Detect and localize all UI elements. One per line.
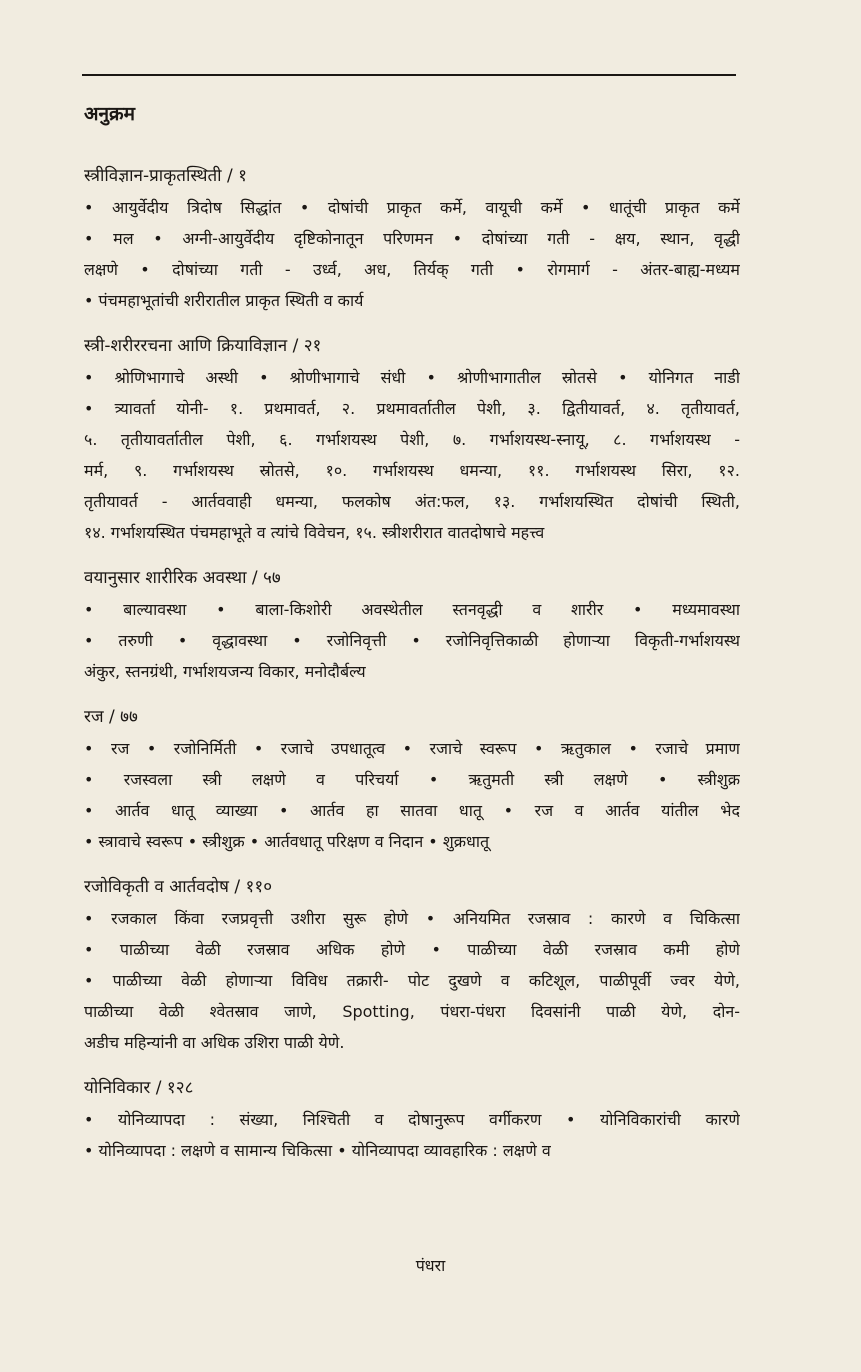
- toc-line: • मल • अग्नी-आयुर्वेदीय दृष्टिकोनातून परिणमन • दोषांच्या गती - क्षय, स्थान, वृद्धी: [84, 229, 740, 248]
- toc-section: [84, 871, 740, 1058]
- section-title: स्त्रीविज्ञान-प्राकृतस्थिती / १: [84, 166, 247, 186]
- toc-line: • आर्तव धातू व्याख्या • आर्तव हा सातवा धातू • रज व आर्तव यांतील भेद: [84, 801, 740, 820]
- section-title: रजोविकृती व आर्तवदोष / ११०: [84, 877, 273, 897]
- toc-line: • श्रोणिभागाचे अस्थी • श्रोणीभागाचे संधी • श्रोणीभागातील स्रोतसे • योनिगत नाडी: [84, 368, 740, 387]
- toc-line: • पंचमहाभूतांची शरीरातील प्राकृत स्थिती व कार्य: [84, 291, 364, 310]
- section-title: स्त्री-शरीररचना आणि क्रियाविज्ञान / २१: [84, 336, 322, 356]
- toc-line: • रजस्वला स्त्री लक्षणे व परिचर्या • ऋतुमती स्त्री लक्षणे • स्त्रीशुक्र: [84, 770, 740, 789]
- toc-line: • पाळीच्या वेळी रजस्राव अधिक होणे • पाळीच्या वेळी रजस्राव कमी होणे: [84, 940, 740, 959]
- toc-line: • बाल्यावस्था • बाला-किशोरी अवस्थेतील स्तनवृद्धी व शारीर • मध्यमावस्था: [84, 600, 740, 619]
- toc-section: [84, 160, 740, 316]
- toc-line: • आयुर्वेदीय त्रिदोष सिद्धांत • दोषांची प्राकृत कर्मे, वायूची कर्मे • धातूंची प्राकृत कर्मे: [84, 198, 740, 217]
- page-number: पंधरा: [415, 1256, 446, 1275]
- top-rule: [82, 74, 736, 76]
- toc-line: • तरुणी • वृद्धावस्था • रजोनिवृत्ती • रजोनिवृत्तिकाळी होणाऱ्या विकृती-गर्भाशयस्थ: [84, 631, 740, 650]
- toc-line: पाळीच्या वेळी श्वेतस्राव जाणे, Spotting, पंधरा-पंधरा दिवसांनी पाळी येणे, दोन-: [84, 1002, 740, 1021]
- toc-section: [84, 1072, 740, 1166]
- toc-line: ५. तृतीयावर्तातील पेशी, ६. गर्भाशयस्थ पेशी, ७. गर्भाशयस्थ-स्नायू, ८. गर्भाशयस्थ -: [84, 430, 740, 449]
- toc-line: • योनिव्यापदा : संख्या, निश्चिती व दोषानुरूप वर्गीकरण • योनिविकारांची कारणे: [84, 1110, 740, 1129]
- toc-line: अडीच महिन्यांनी वा अधिक उशिरा पाळी येणे.: [84, 1033, 345, 1052]
- toc-line: अंकुर, स्तनग्रंथी, गर्भाशयजन्य विकार, मनोदौर्बल्य: [84, 662, 366, 681]
- page-heading: अनुक्रम: [84, 103, 136, 125]
- toc-line: मर्म, ९. गर्भाशयस्थ स्रोतसे, १०. गर्भाशयस्थ धमन्या, ११. गर्भाशयस्थ सिरा, १२.: [84, 461, 740, 480]
- toc-line: १४. गर्भाशयस्थित पंचमहाभूते व त्यांचे विवेचन, १५. स्त्रीशरीरात वातदोषाचे महत्त्व: [84, 523, 545, 542]
- section-title: रज / ७७: [84, 707, 138, 727]
- toc-line: • रजकाल किंवा रजप्रवृत्ती उशीरा सुरू होणे • अनियमित रजस्राव : कारणे व चिकित्सा: [84, 909, 740, 928]
- toc-section: [84, 562, 740, 687]
- table-of-contents: [84, 160, 740, 1180]
- toc-line: • रज • रजोनिर्मिती • रजाचे उपधातूत्व • रजाचे स्वरूप • ऋतुकाल • रजाचे प्रमाण: [84, 739, 740, 758]
- toc-line: • पाळीच्या वेळी होणाऱ्या विविध तक्रारी- पोट दुखणे व कटिशूल, पाळीपूर्वी ज्वर येणे,: [84, 971, 740, 990]
- toc-section: [84, 330, 740, 548]
- toc-line: तृतीयावर्त - आर्तववाही धमन्या, फलकोष अंत:फल, १३. गर्भाशयस्थित दोषांची स्थिती,: [84, 492, 740, 511]
- section-title: योनिविकार / १२८: [84, 1078, 194, 1098]
- section-title: वयानुसार शारीरिक अवस्था / ५७: [84, 568, 281, 588]
- toc-line: लक्षणे • दोषांच्या गती - उर्ध्व, अध, तिर्यक् गती • रोगमार्ग - अंतर-बाह्य-मध्यम: [84, 260, 740, 279]
- toc-line: • योनिव्यापदा : लक्षणे व सामान्य चिकित्सा • योनिव्यापदा व्यावहारिक : लक्षणे व: [84, 1141, 551, 1160]
- toc-line: • स्त्रावाचे स्वरूप • स्त्रीशुक्र • आर्तवधातू परिक्षण व निदान • शुक्रधातू: [84, 832, 490, 851]
- toc-section: [84, 701, 740, 857]
- toc-line: • त्र्यावर्ता योनी- १. प्रथमावर्त, २. प्रथमावर्तातील पेशी, ३. द्वितीयावर्त, ४. तृतीयावर्त,: [84, 399, 740, 418]
